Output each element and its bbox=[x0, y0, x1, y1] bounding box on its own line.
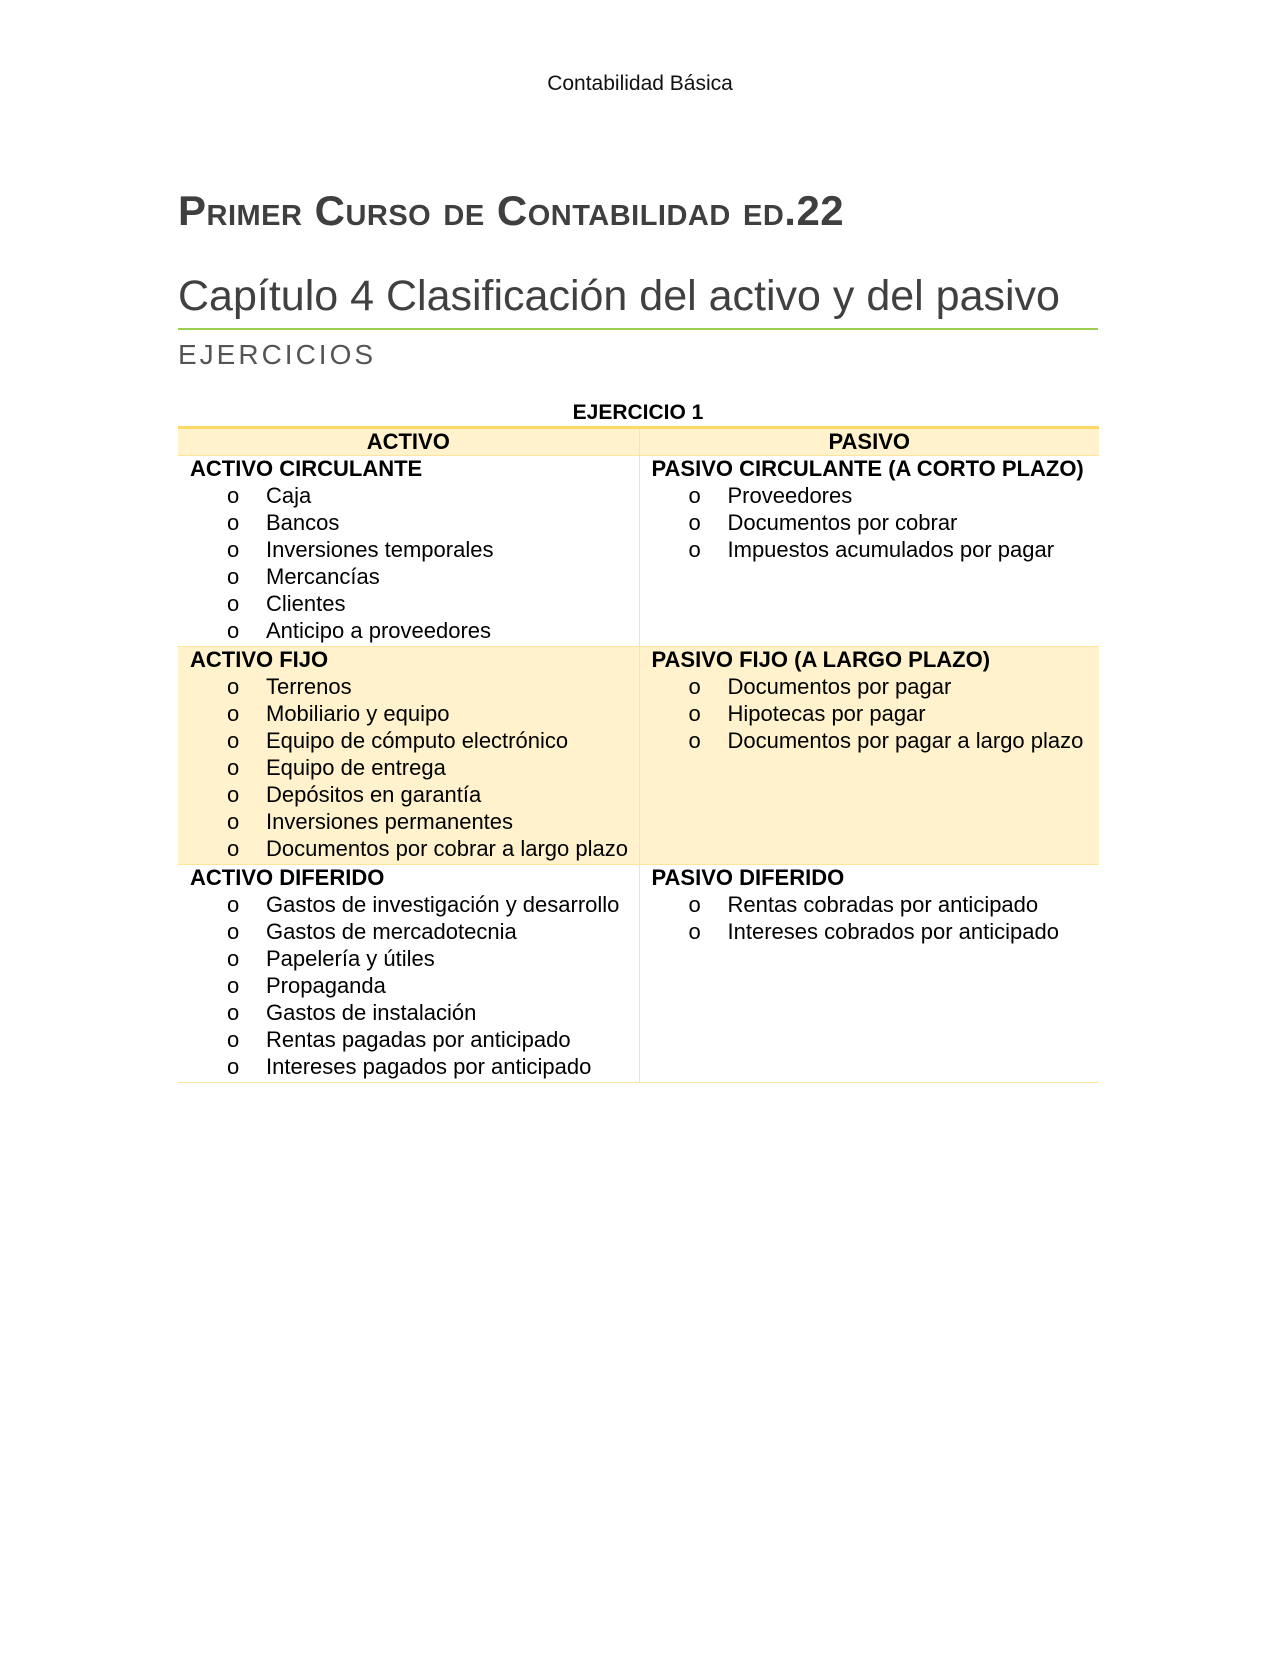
table-row bbox=[178, 647, 1099, 865]
bullet-icon: o bbox=[227, 946, 240, 971]
list-item bbox=[190, 1053, 639, 1080]
document-title-text: Primer Curso de Contabilidad ed. bbox=[178, 187, 797, 234]
bullet-icon: o bbox=[227, 483, 240, 508]
account-name: Rentas pagadas por anticipado bbox=[266, 1027, 571, 1052]
account-name: Bancos bbox=[266, 510, 340, 535]
account-name: Depósitos en garantía bbox=[266, 782, 482, 807]
bullet-icon: o bbox=[227, 701, 240, 726]
section-title: EJERCICIOS bbox=[178, 339, 377, 370]
account-name: Hipotecas por pagar bbox=[727, 701, 926, 726]
activo-group-cell bbox=[178, 865, 639, 1083]
running-header: Contabilidad Básica bbox=[547, 72, 733, 95]
list-item bbox=[652, 918, 1100, 945]
bullet-icon: o bbox=[227, 537, 240, 562]
document-title bbox=[178, 186, 844, 236]
bullet-icon: o bbox=[688, 483, 701, 508]
list-item bbox=[652, 891, 1100, 918]
group-heading: ACTIVO DIFERIDO bbox=[190, 865, 385, 890]
group-heading: PASIVO FIJO (A LARGO PLAZO) bbox=[651, 647, 991, 672]
document-title-edition: 22 bbox=[796, 187, 845, 234]
account-name: Gastos de instalación bbox=[266, 1000, 477, 1025]
account-name: Proveedores bbox=[727, 483, 853, 508]
balance-classification-table bbox=[178, 426, 1099, 1083]
account-list bbox=[652, 673, 1100, 754]
list-item bbox=[190, 673, 639, 700]
account-name: Mobiliario y equipo bbox=[266, 701, 450, 726]
group-heading: PASIVO CIRCULANTE (A CORTO PLAZO) bbox=[651, 456, 1084, 481]
column-header-pasivo: PASIVO bbox=[639, 428, 1099, 456]
bullet-icon: o bbox=[227, 618, 240, 643]
list-item bbox=[652, 509, 1100, 536]
account-name: Documentos por pagar bbox=[727, 674, 952, 699]
bullet-icon: o bbox=[688, 919, 701, 944]
bullet-icon: o bbox=[227, 510, 240, 535]
group-heading: PASIVO DIFERIDO bbox=[651, 865, 845, 890]
list-item bbox=[190, 700, 639, 727]
list-item bbox=[190, 563, 639, 590]
bullet-icon: o bbox=[688, 728, 701, 753]
list-item bbox=[190, 781, 639, 808]
account-name: Papelería y útiles bbox=[266, 946, 435, 971]
table-row bbox=[178, 865, 1099, 1083]
group-heading: ACTIVO FIJO bbox=[190, 647, 329, 672]
pasivo-group-cell bbox=[639, 456, 1099, 647]
account-name: Documentos por cobrar bbox=[727, 510, 958, 535]
account-name: Gastos de investigación y desarrollo bbox=[266, 892, 620, 917]
account-name: Propaganda bbox=[266, 973, 386, 998]
list-item bbox=[190, 590, 639, 617]
list-item bbox=[190, 509, 639, 536]
exercise-caption: EJERCICIO 1 bbox=[572, 401, 704, 424]
account-name: Impuestos acumulados por pagar bbox=[727, 537, 1055, 562]
column-header-activo: ACTIVO bbox=[178, 428, 639, 456]
pasivo-group-cell bbox=[639, 647, 1099, 865]
bullet-icon: o bbox=[688, 701, 701, 726]
account-name: Documentos por pagar a largo plazo bbox=[727, 728, 1084, 753]
account-name: Inversiones permanentes bbox=[266, 809, 514, 834]
account-name: Documentos por cobrar a largo plazo bbox=[266, 836, 628, 861]
bullet-icon: o bbox=[227, 564, 240, 589]
bullet-icon: o bbox=[227, 591, 240, 616]
bullet-icon: o bbox=[227, 973, 240, 998]
table-row bbox=[178, 456, 1099, 647]
bullet-icon: o bbox=[227, 728, 240, 753]
activo-group-cell bbox=[178, 647, 639, 865]
account-list bbox=[652, 482, 1100, 563]
list-item bbox=[190, 482, 639, 509]
account-name: Intereses cobrados por anticipado bbox=[727, 919, 1059, 944]
bullet-icon: o bbox=[227, 755, 240, 780]
account-name: Equipo de cómputo electrónico bbox=[266, 728, 569, 753]
pasivo-group-cell bbox=[639, 865, 1099, 1083]
list-item bbox=[190, 754, 639, 781]
account-name: Equipo de entrega bbox=[266, 755, 446, 780]
list-item bbox=[190, 945, 639, 972]
bullet-icon: o bbox=[227, 892, 240, 917]
bullet-icon: o bbox=[227, 782, 240, 807]
list-item bbox=[190, 918, 639, 945]
list-item bbox=[190, 808, 639, 835]
list-item bbox=[190, 1026, 639, 1053]
list-item bbox=[190, 835, 639, 862]
chapter-title: Capítulo 4 Clasificación del activo y del pasivo bbox=[178, 270, 1098, 330]
list-item bbox=[652, 700, 1100, 727]
account-name: Anticipo a proveedores bbox=[266, 618, 492, 643]
list-item bbox=[652, 727, 1100, 754]
account-name: Clientes bbox=[266, 591, 346, 616]
account-list bbox=[190, 482, 639, 644]
list-item bbox=[190, 536, 639, 563]
account-name: Rentas cobradas por anticipado bbox=[727, 892, 1039, 917]
bullet-icon: o bbox=[227, 1027, 240, 1052]
account-list bbox=[652, 891, 1100, 945]
bullet-icon: o bbox=[227, 1000, 240, 1025]
account-name: Inversiones temporales bbox=[266, 537, 494, 562]
account-name: Terrenos bbox=[266, 674, 352, 699]
bullet-icon: o bbox=[227, 919, 240, 944]
table-body bbox=[178, 456, 1099, 1083]
table-header-row bbox=[178, 428, 1099, 456]
list-item bbox=[190, 617, 639, 644]
bullet-icon: o bbox=[688, 510, 701, 535]
account-list bbox=[190, 673, 639, 862]
bullet-icon: o bbox=[688, 537, 701, 562]
bullet-icon: o bbox=[227, 809, 240, 834]
list-item bbox=[190, 999, 639, 1026]
group-heading: ACTIVO CIRCULANTE bbox=[190, 456, 423, 481]
bullet-icon: o bbox=[688, 892, 701, 917]
bullet-icon: o bbox=[688, 674, 701, 699]
account-name: Gastos de mercadotecnia bbox=[266, 919, 517, 944]
list-item bbox=[652, 536, 1100, 563]
account-name: Intereses pagados por anticipado bbox=[266, 1054, 592, 1079]
bullet-icon: o bbox=[227, 836, 240, 861]
account-list bbox=[190, 891, 639, 1080]
account-name: Mercancías bbox=[266, 564, 380, 589]
bullet-icon: o bbox=[227, 1054, 240, 1079]
list-item bbox=[190, 891, 639, 918]
list-item bbox=[190, 972, 639, 999]
bullet-icon: o bbox=[227, 674, 240, 699]
list-item bbox=[190, 727, 639, 754]
account-name: Caja bbox=[266, 483, 312, 508]
list-item bbox=[652, 482, 1100, 509]
list-item bbox=[652, 673, 1100, 700]
activo-group-cell bbox=[178, 456, 639, 647]
